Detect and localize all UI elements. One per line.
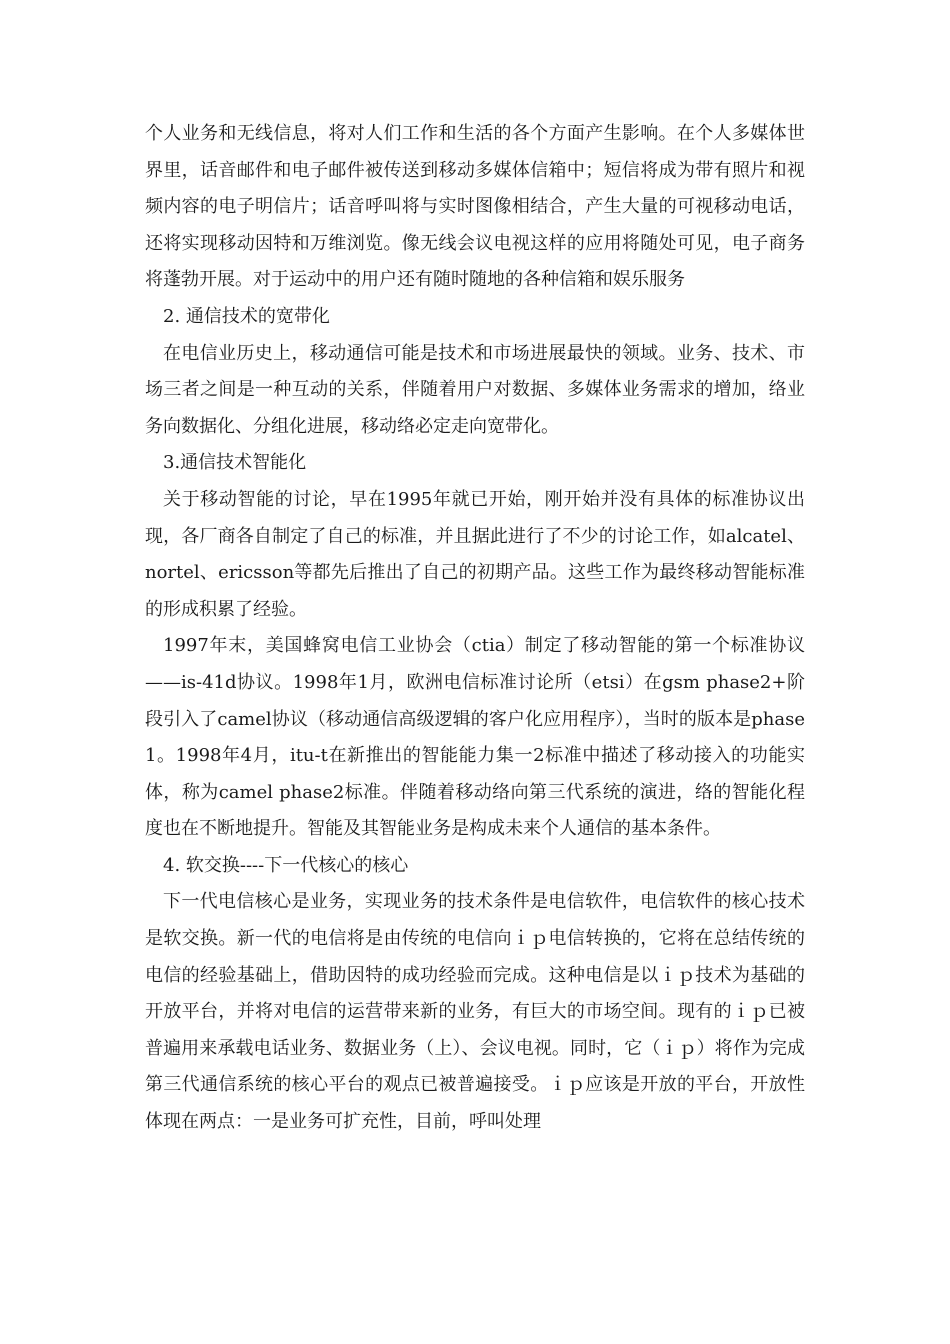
paragraph: 关于移动智能的讨论，早在1995年就已开始，刚开始并没有具体的标准协议出现，各厂商各自制定了自己的标准，并且据此进行了不少的讨论工作，如alcatel、nortel、ericsson等都先后推出了自己的初期产品。这些工作为最终移动智能标准的形成积累了经验。 — [145, 488, 805, 620]
paragraph: 个人业务和无线信息，将对人们工作和生活的各个方面产生影响。在个人多媒体世界里，话音邮件和电子邮件被传送到移动多媒体信箱中；短信将成为带有照片和视频内容的电子明信片；话音呼叫将与实时图像相结合，产生大量的可视移动电话，还将实现移动因特和万维浏览。像无线会议电视这样的应用将随处可见，电子商务将蓬勃开展。对于运动中的用户还有随时随地的各种信箱和娱乐服务 — [145, 123, 805, 291]
paragraph: 下一代电信核心是业务，实现业务的技术条件是电信软件，电信软件的核心技术是软交换。新一代的电信将是由传统的电信向ｉｐ电信转换的，它将在总结传统的电信的经验基础上，借助因特的成功经验而完成。这种电信是以ｉｐ技术为基础的开放平台，并将对电信的运营带来新的业务，有巨大的市场空间。现有的ｉｐ已被普遍用来承载电话业务、数据业务（上）、会议电视。同时，它（ｉｐ）将作为完成第三代通信系统的核心平台的观点已被普遍接受。ｉｐ应该是开放的平台，开放性体现在两点：一是业务可扩充性，目前，呼叫处理 — [145, 891, 805, 1133]
section-heading: 2. 通信技术的宽带化 — [163, 305, 330, 327]
document-body — [145, 116, 805, 1141]
paragraph: 1997年末，美国蜂窝电信工业协会（ctia）制定了移动智能的第一个标准协议——is-41d协议。1998年1月，欧洲电信标准讨论所（etsi）在gsm phase2+阶段引入了camel协议（移动通信高级逻辑的客户化应用程序），当时的版本是phase1。1998年4月，itu-t在新推出的智能能力集一2标准中描述了移动接入的功能实体，称为camel phase2标准。伴随着移动络向第三代系统的演进，络的智能化程度也在不断地提升。智能及其智能业务是构成未来个人通信的基本条件。 — [145, 635, 805, 840]
paragraph: 在电信业历史上，移动通信可能是技术和市场进展最快的领域。业务、技术、市场三者之间是一种互动的关系，伴随着用户对数据、多媒体业务需求的增加，络业务向数据化、分组化进展，移动络必定走向宽带化。 — [145, 342, 805, 437]
section-heading: 4. 软交换----下一代核心的核心 — [163, 854, 409, 876]
section-heading: 3.通信技术智能化 — [163, 452, 307, 474]
